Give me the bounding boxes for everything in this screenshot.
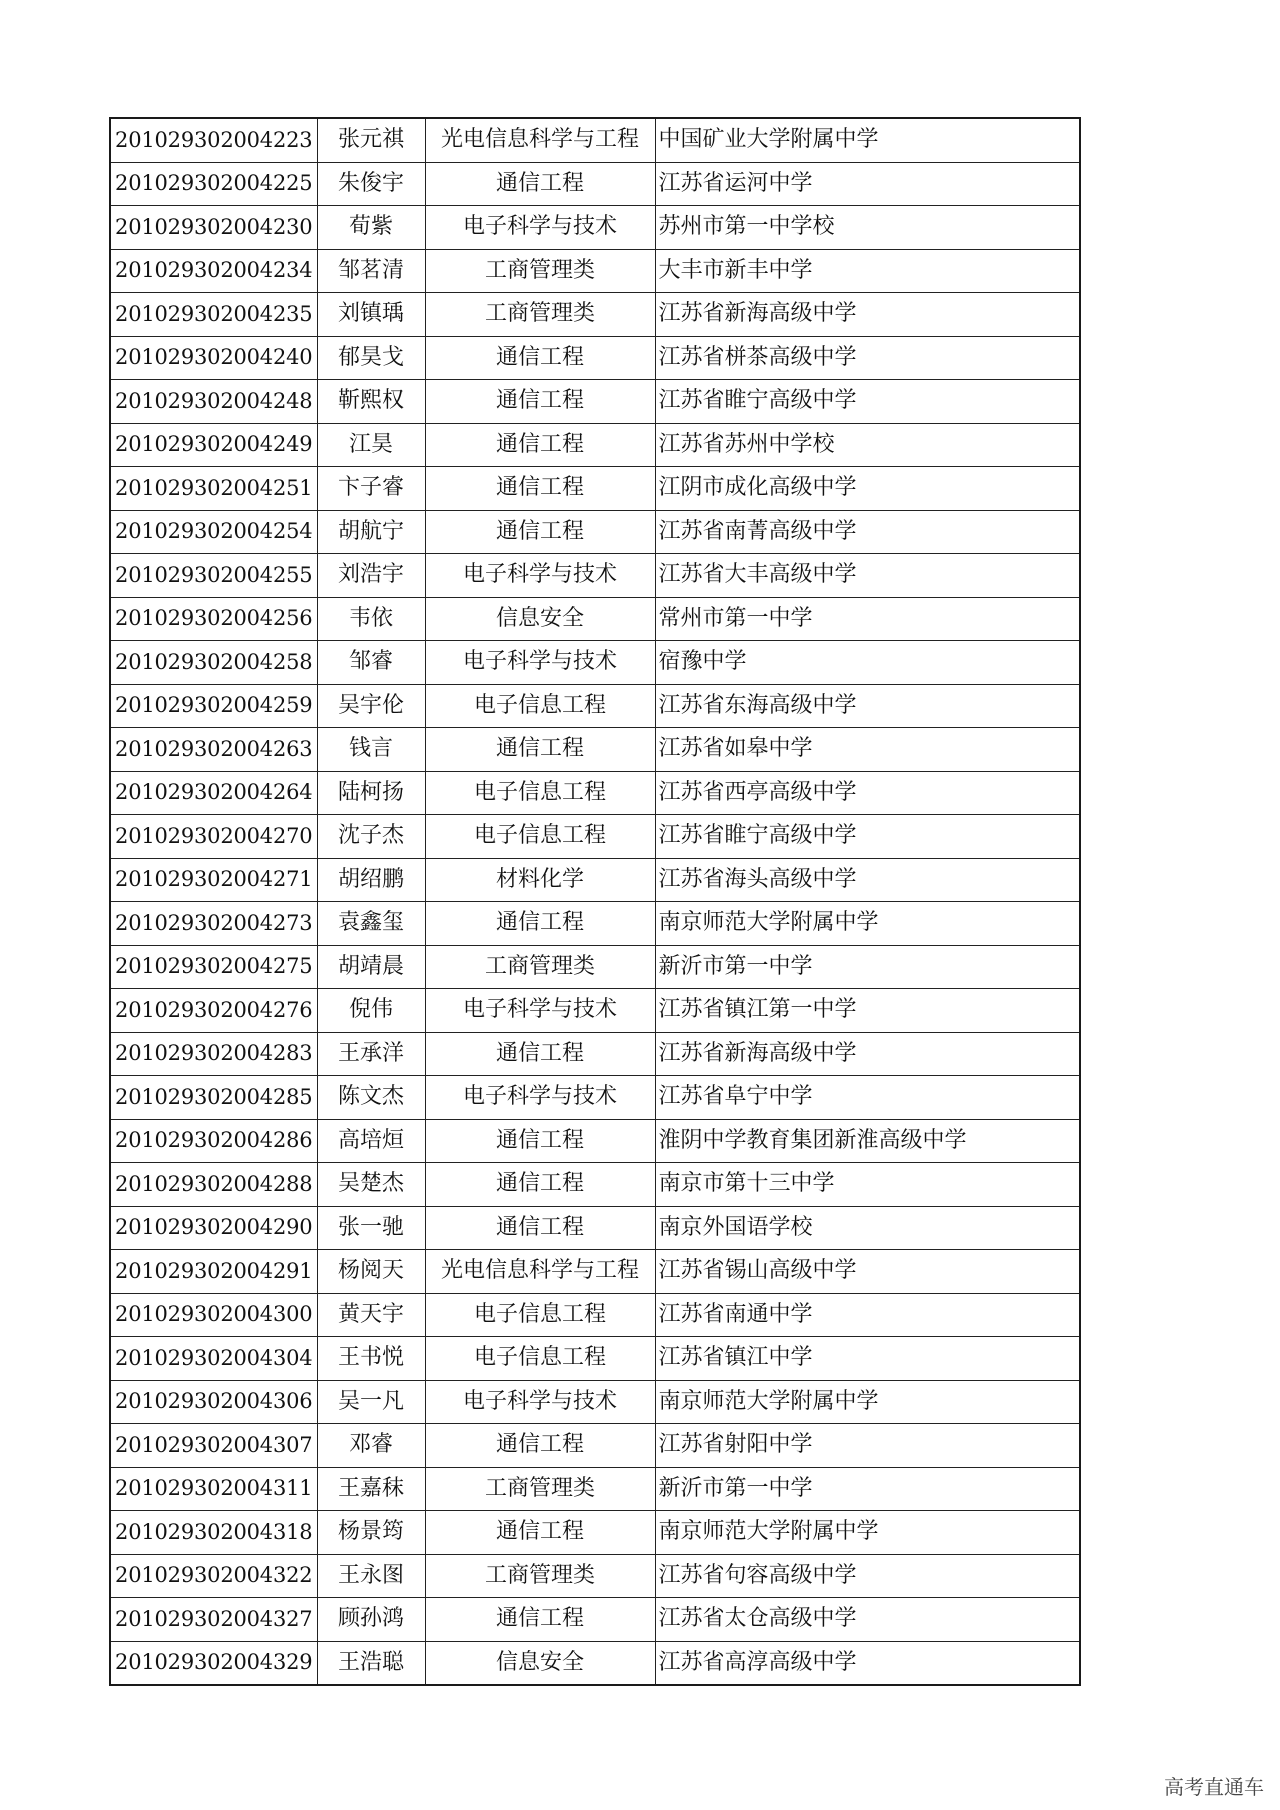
table-row: [110, 1163, 1080, 1207]
table-row: [110, 597, 1080, 641]
student-id-cell: 201029302004283: [110, 1032, 317, 1076]
student-name-cell: 刘浩宇: [317, 554, 425, 598]
major-cell: 工商管理类: [425, 1467, 655, 1511]
major-cell: 通信工程: [425, 1598, 655, 1642]
table-row: [110, 162, 1080, 206]
student-id-cell: 201029302004327: [110, 1598, 317, 1642]
major-cell: 通信工程: [425, 423, 655, 467]
student-id-cell: 201029302004223: [110, 118, 317, 162]
major-cell: 通信工程: [425, 902, 655, 946]
student-id-cell: 201029302004264: [110, 771, 317, 815]
student-id-cell: 201029302004300: [110, 1293, 317, 1337]
student-id-cell: 201029302004263: [110, 728, 317, 772]
major-cell: 信息安全: [425, 597, 655, 641]
major-cell: 电子信息工程: [425, 1293, 655, 1337]
table-row: [110, 684, 1080, 728]
student-id-cell: 201029302004329: [110, 1641, 317, 1685]
school-cell: 江苏省东海高级中学: [655, 684, 1080, 728]
major-cell: 工商管理类: [425, 1554, 655, 1598]
school-cell: 南京师范大学附属中学: [655, 902, 1080, 946]
student-id-cell: 201029302004251: [110, 467, 317, 511]
student-name-cell: 黄天宇: [317, 1293, 425, 1337]
table-row: [110, 1380, 1080, 1424]
student-id-cell: 201029302004291: [110, 1250, 317, 1294]
student-id-cell: 201029302004285: [110, 1076, 317, 1120]
student-id-cell: 201029302004304: [110, 1337, 317, 1381]
school-cell: 江苏省新海高级中学: [655, 1032, 1080, 1076]
table-row: [110, 1511, 1080, 1555]
student-id-cell: 201029302004230: [110, 206, 317, 250]
major-cell: 电子信息工程: [425, 1337, 655, 1381]
table-row: [110, 1119, 1080, 1163]
table-row: [110, 1424, 1080, 1468]
major-cell: 通信工程: [425, 1511, 655, 1555]
table-row: [110, 510, 1080, 554]
school-cell: 江苏省镇江第一中学: [655, 989, 1080, 1033]
school-cell: 江苏省锡山高级中学: [655, 1250, 1080, 1294]
table-row: [110, 1554, 1080, 1598]
major-cell: 通信工程: [425, 1119, 655, 1163]
school-cell: 江苏省句容高级中学: [655, 1554, 1080, 1598]
admission-table: [109, 117, 1081, 1686]
student-name-cell: 江昊: [317, 423, 425, 467]
table-row: [110, 249, 1080, 293]
major-cell: 电子科学与技术: [425, 641, 655, 685]
major-cell: 通信工程: [425, 728, 655, 772]
school-cell: 江苏省阜宁中学: [655, 1076, 1080, 1120]
school-cell: 南京师范大学附属中学: [655, 1380, 1080, 1424]
major-cell: 通信工程: [425, 510, 655, 554]
student-name-cell: 王永图: [317, 1554, 425, 1598]
school-cell: 江苏省睢宁高级中学: [655, 815, 1080, 859]
student-id-cell: 201029302004306: [110, 1380, 317, 1424]
student-name-cell: 王书悦: [317, 1337, 425, 1381]
major-cell: 电子科学与技术: [425, 1380, 655, 1424]
student-id-cell: 201029302004255: [110, 554, 317, 598]
student-name-cell: 王承洋: [317, 1032, 425, 1076]
table-row: [110, 423, 1080, 467]
student-id-cell: 201029302004311: [110, 1467, 317, 1511]
student-name-cell: 胡靖晨: [317, 945, 425, 989]
major-cell: 光电信息科学与工程: [425, 1250, 655, 1294]
table-row: [110, 1076, 1080, 1120]
school-cell: 江阴市成化高级中学: [655, 467, 1080, 511]
student-name-cell: 陆柯扬: [317, 771, 425, 815]
student-name-cell: 吴一凡: [317, 1380, 425, 1424]
student-name-cell: 卞子睿: [317, 467, 425, 511]
student-name-cell: 韦依: [317, 597, 425, 641]
major-cell: 信息安全: [425, 1641, 655, 1685]
student-id-cell: 201029302004318: [110, 1511, 317, 1555]
table-row: [110, 1641, 1080, 1685]
major-cell: 通信工程: [425, 1206, 655, 1250]
school-cell: 江苏省新海高级中学: [655, 293, 1080, 337]
student-name-cell: 陈文杰: [317, 1076, 425, 1120]
school-cell: 江苏省睢宁高级中学: [655, 380, 1080, 424]
table-row: [110, 945, 1080, 989]
student-id-cell: 201029302004249: [110, 423, 317, 467]
school-cell: 新沂市第一中学: [655, 945, 1080, 989]
student-name-cell: 刘镇瑀: [317, 293, 425, 337]
school-cell: 苏州市第一中学校: [655, 206, 1080, 250]
student-id-cell: 201029302004322: [110, 1554, 317, 1598]
school-cell: 江苏省南菁高级中学: [655, 510, 1080, 554]
table-row: [110, 336, 1080, 380]
school-cell: 新沂市第一中学: [655, 1467, 1080, 1511]
table-row: [110, 815, 1080, 859]
table-row: [110, 1598, 1080, 1642]
major-cell: 电子科学与技术: [425, 554, 655, 598]
table-row: [110, 641, 1080, 685]
student-id-cell: 201029302004254: [110, 510, 317, 554]
major-cell: 通信工程: [425, 1163, 655, 1207]
school-cell: 南京市第十三中学: [655, 1163, 1080, 1207]
school-cell: 江苏省栟茶高级中学: [655, 336, 1080, 380]
major-cell: 电子信息工程: [425, 771, 655, 815]
table-row: [110, 554, 1080, 598]
table-row: [110, 902, 1080, 946]
table-row: [110, 1293, 1080, 1337]
table-row: [110, 206, 1080, 250]
student-name-cell: 吴宇伦: [317, 684, 425, 728]
student-name-cell: 倪伟: [317, 989, 425, 1033]
major-cell: 电子科学与技术: [425, 206, 655, 250]
student-id-cell: 201029302004248: [110, 380, 317, 424]
student-id-cell: 201029302004288: [110, 1163, 317, 1207]
student-name-cell: 沈子杰: [317, 815, 425, 859]
student-name-cell: 胡航宁: [317, 510, 425, 554]
student-name-cell: 胡绍鹏: [317, 858, 425, 902]
student-name-cell: 王浩聪: [317, 1641, 425, 1685]
major-cell: 工商管理类: [425, 945, 655, 989]
school-cell: 江苏省南通中学: [655, 1293, 1080, 1337]
student-name-cell: 顾孙鸿: [317, 1598, 425, 1642]
student-id-cell: 201029302004276: [110, 989, 317, 1033]
student-id-cell: 201029302004258: [110, 641, 317, 685]
table-row: [110, 1250, 1080, 1294]
table-row: [110, 771, 1080, 815]
table-row: [110, 1337, 1080, 1381]
admission-table-body: [110, 118, 1080, 1685]
student-name-cell: 邹睿: [317, 641, 425, 685]
table-row: [110, 1032, 1080, 1076]
student-id-cell: 201029302004273: [110, 902, 317, 946]
student-name-cell: 靳熙权: [317, 380, 425, 424]
student-name-cell: 吴楚杰: [317, 1163, 425, 1207]
table-row: [110, 467, 1080, 511]
major-cell: 通信工程: [425, 336, 655, 380]
school-cell: 江苏省高淳高级中学: [655, 1641, 1080, 1685]
student-id-cell: 201029302004234: [110, 249, 317, 293]
school-cell: 江苏省如皋中学: [655, 728, 1080, 772]
student-id-cell: 201029302004240: [110, 336, 317, 380]
student-name-cell: 张一驰: [317, 1206, 425, 1250]
school-cell: 江苏省太仓高级中学: [655, 1598, 1080, 1642]
school-cell: 宿豫中学: [655, 641, 1080, 685]
student-name-cell: 王嘉秣: [317, 1467, 425, 1511]
school-cell: 江苏省大丰高级中学: [655, 554, 1080, 598]
major-cell: 通信工程: [425, 467, 655, 511]
table-row: [110, 1467, 1080, 1511]
school-cell: 江苏省西亭高级中学: [655, 771, 1080, 815]
major-cell: 通信工程: [425, 162, 655, 206]
major-cell: 电子信息工程: [425, 815, 655, 859]
table-row: [110, 1206, 1080, 1250]
school-cell: 南京外国语学校: [655, 1206, 1080, 1250]
student-id-cell: 201029302004286: [110, 1119, 317, 1163]
student-name-cell: 张元祺: [317, 118, 425, 162]
school-cell: 江苏省海头高级中学: [655, 858, 1080, 902]
table-row: [110, 118, 1080, 162]
student-id-cell: 201029302004307: [110, 1424, 317, 1468]
student-id-cell: 201029302004270: [110, 815, 317, 859]
table-row: [110, 858, 1080, 902]
major-cell: 电子信息工程: [425, 684, 655, 728]
student-name-cell: 高培烜: [317, 1119, 425, 1163]
table-row: [110, 293, 1080, 337]
student-name-cell: 朱俊宇: [317, 162, 425, 206]
student-name-cell: 邓睿: [317, 1424, 425, 1468]
table-row: [110, 380, 1080, 424]
school-cell: 江苏省射阳中学: [655, 1424, 1080, 1468]
major-cell: 通信工程: [425, 380, 655, 424]
student-id-cell: 201029302004259: [110, 684, 317, 728]
student-name-cell: 杨阅天: [317, 1250, 425, 1294]
major-cell: 电子科学与技术: [425, 1076, 655, 1120]
student-name-cell: 邹茗清: [317, 249, 425, 293]
major-cell: 材料化学: [425, 858, 655, 902]
school-cell: 大丰市新丰中学: [655, 249, 1080, 293]
school-cell: 江苏省苏州中学校: [655, 423, 1080, 467]
student-name-cell: 袁鑫玺: [317, 902, 425, 946]
major-cell: 工商管理类: [425, 249, 655, 293]
school-cell: 江苏省运河中学: [655, 162, 1080, 206]
student-name-cell: 杨景筠: [317, 1511, 425, 1555]
major-cell: 通信工程: [425, 1424, 655, 1468]
major-cell: 电子科学与技术: [425, 989, 655, 1033]
student-name-cell: 钱言: [317, 728, 425, 772]
table-row: [110, 728, 1080, 772]
table-row: [110, 989, 1080, 1033]
student-id-cell: 201029302004225: [110, 162, 317, 206]
student-id-cell: 201029302004271: [110, 858, 317, 902]
watermark-text: 高考直通车: [1164, 1775, 1264, 1799]
student-id-cell: 201029302004290: [110, 1206, 317, 1250]
major-cell: 工商管理类: [425, 293, 655, 337]
school-cell: 南京师范大学附属中学: [655, 1511, 1080, 1555]
student-id-cell: 201029302004256: [110, 597, 317, 641]
student-name-cell: 荀紫: [317, 206, 425, 250]
student-id-cell: 201029302004235: [110, 293, 317, 337]
major-cell: 光电信息科学与工程: [425, 118, 655, 162]
student-name-cell: 郁昊戈: [317, 336, 425, 380]
school-cell: 中国矿业大学附属中学: [655, 118, 1080, 162]
school-cell: 淮阴中学教育集团新淮高级中学: [655, 1119, 1080, 1163]
school-cell: 常州市第一中学: [655, 597, 1080, 641]
school-cell: 江苏省镇江中学: [655, 1337, 1080, 1381]
student-id-cell: 201029302004275: [110, 945, 317, 989]
major-cell: 通信工程: [425, 1032, 655, 1076]
